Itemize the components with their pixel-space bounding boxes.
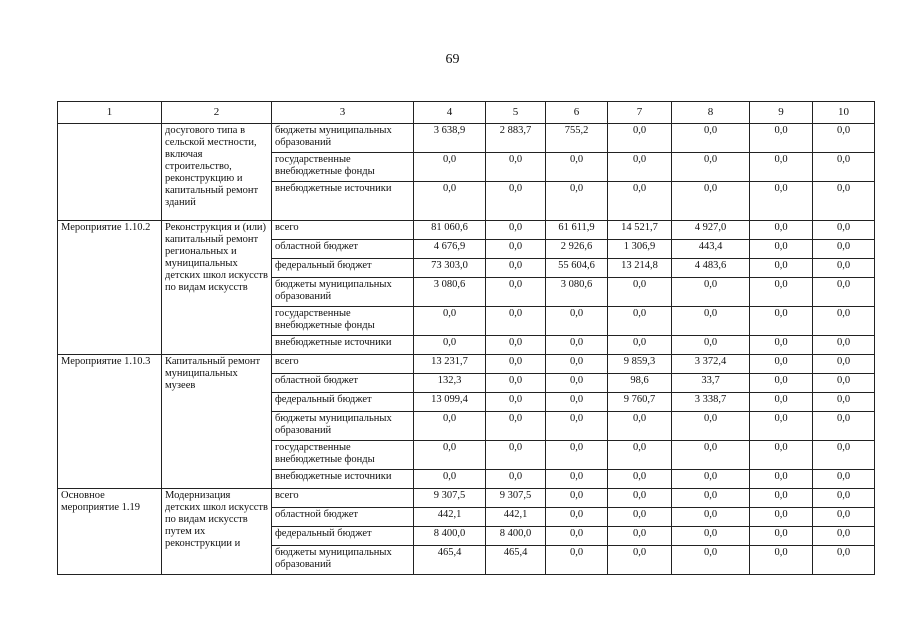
amount-cell: 0,0 bbox=[608, 278, 672, 307]
amount-cell: 73 303,0 bbox=[414, 259, 486, 278]
amount-cell: 0,0 bbox=[608, 441, 672, 470]
amount-cell: 0,0 bbox=[672, 470, 750, 489]
funding-source: всего bbox=[272, 355, 414, 374]
funding-source: всего bbox=[272, 489, 414, 508]
amount-cell: 0,0 bbox=[672, 307, 750, 336]
funding-source: областной бюджет bbox=[272, 240, 414, 259]
measure-description: Реконструкция и (или) капитальный ремонт региональных и муниципальных детских школ искусств по видам искусств bbox=[162, 221, 272, 355]
amount-cell: 0,0 bbox=[750, 441, 813, 470]
amount-cell: 0,0 bbox=[813, 527, 875, 546]
amount-cell: 61 611,9 bbox=[546, 221, 608, 240]
amount-cell: 0,0 bbox=[750, 546, 813, 575]
amount-cell: 0,0 bbox=[414, 441, 486, 470]
amount-cell: 0,0 bbox=[813, 355, 875, 374]
table-row bbox=[58, 124, 875, 153]
column-header: 1 bbox=[58, 102, 162, 124]
amount-cell: 14 521,7 bbox=[608, 221, 672, 240]
amount-cell: 0,0 bbox=[813, 307, 875, 336]
amount-cell: 0,0 bbox=[608, 182, 672, 221]
amount-cell: 0,0 bbox=[813, 221, 875, 240]
amount-cell: 0,0 bbox=[750, 508, 813, 527]
measure-code bbox=[58, 124, 162, 221]
measure-code: Основное мероприятие 1.19 bbox=[58, 489, 162, 575]
funding-source: областной бюджет bbox=[272, 374, 414, 393]
funding-source: внебюджетные источники bbox=[272, 182, 414, 221]
column-header: 2 bbox=[162, 102, 272, 124]
amount-cell: 0,0 bbox=[608, 470, 672, 489]
column-header: 10 bbox=[813, 102, 875, 124]
amount-cell: 0,0 bbox=[486, 336, 546, 355]
amount-cell: 2 883,7 bbox=[486, 124, 546, 153]
amount-cell: 0,0 bbox=[486, 307, 546, 336]
amount-cell: 9 760,7 bbox=[608, 393, 672, 412]
column-header: 9 bbox=[750, 102, 813, 124]
measure-description: Капитальный ремонт муниципальных музеев bbox=[162, 355, 272, 489]
amount-cell: 0,0 bbox=[414, 470, 486, 489]
amount-cell: 13 231,7 bbox=[414, 355, 486, 374]
funding-source: всего bbox=[272, 221, 414, 240]
amount-cell: 0,0 bbox=[546, 508, 608, 527]
amount-cell: 0,0 bbox=[546, 527, 608, 546]
amount-cell: 0,0 bbox=[486, 355, 546, 374]
amount-cell: 0,0 bbox=[813, 124, 875, 153]
column-header: 4 bbox=[414, 102, 486, 124]
amount-cell: 0,0 bbox=[546, 182, 608, 221]
funding-source: бюджеты муниципальных образований bbox=[272, 546, 414, 575]
amount-cell: 465,4 bbox=[486, 546, 546, 575]
amount-cell: 3 080,6 bbox=[546, 278, 608, 307]
amount-cell: 0,0 bbox=[546, 307, 608, 336]
column-header: 5 bbox=[486, 102, 546, 124]
header-row bbox=[58, 102, 875, 124]
amount-cell: 0,0 bbox=[813, 240, 875, 259]
amount-cell: 0,0 bbox=[608, 153, 672, 182]
amount-cell: 0,0 bbox=[672, 336, 750, 355]
amount-cell: 0,0 bbox=[672, 182, 750, 221]
amount-cell: 0,0 bbox=[486, 393, 546, 412]
amount-cell: 0,0 bbox=[750, 355, 813, 374]
amount-cell: 0,0 bbox=[486, 221, 546, 240]
amount-cell: 0,0 bbox=[813, 508, 875, 527]
funding-source: внебюджетные источники bbox=[272, 470, 414, 489]
amount-cell: 0,0 bbox=[750, 221, 813, 240]
amount-cell: 0,0 bbox=[750, 527, 813, 546]
amount-cell: 0,0 bbox=[546, 412, 608, 441]
amount-cell: 0,0 bbox=[414, 307, 486, 336]
amount-cell: 0,0 bbox=[546, 153, 608, 182]
amount-cell: 0,0 bbox=[813, 489, 875, 508]
column-header: 8 bbox=[672, 102, 750, 124]
amount-cell: 0,0 bbox=[750, 336, 813, 355]
amount-cell: 0,0 bbox=[813, 278, 875, 307]
amount-cell: 4 676,9 bbox=[414, 240, 486, 259]
amount-cell: 0,0 bbox=[750, 374, 813, 393]
amount-cell: 0,0 bbox=[813, 546, 875, 575]
funding-source: бюджеты муниципальных образований bbox=[272, 278, 414, 307]
amount-cell: 0,0 bbox=[486, 259, 546, 278]
amount-cell: 0,0 bbox=[546, 336, 608, 355]
amount-cell: 0,0 bbox=[546, 470, 608, 489]
amount-cell: 0,0 bbox=[750, 393, 813, 412]
funding-source: федеральный бюджет bbox=[272, 259, 414, 278]
amount-cell: 81 060,6 bbox=[414, 221, 486, 240]
amount-cell: 13 099,4 bbox=[414, 393, 486, 412]
amount-cell: 0,0 bbox=[813, 336, 875, 355]
amount-cell: 0,0 bbox=[750, 240, 813, 259]
amount-cell: 0,0 bbox=[546, 441, 608, 470]
amount-cell: 442,1 bbox=[414, 508, 486, 527]
amount-cell: 132,3 bbox=[414, 374, 486, 393]
amount-cell: 4 927,0 bbox=[672, 221, 750, 240]
page-number: 69 bbox=[445, 52, 460, 67]
amount-cell: 0,0 bbox=[672, 527, 750, 546]
amount-cell: 0,0 bbox=[750, 124, 813, 153]
amount-cell: 0,0 bbox=[414, 182, 486, 221]
amount-cell: 3 338,7 bbox=[672, 393, 750, 412]
amount-cell: 442,1 bbox=[486, 508, 546, 527]
amount-cell: 0,0 bbox=[750, 489, 813, 508]
funding-source: внебюджетные источники bbox=[272, 336, 414, 355]
measure-description: досугового типа в сельской местности, включая строительство, реконструкцию и капитальный ремонт зданий bbox=[162, 124, 272, 221]
amount-cell: 13 214,8 bbox=[608, 259, 672, 278]
amount-cell: 9 307,5 bbox=[414, 489, 486, 508]
amount-cell: 0,0 bbox=[414, 153, 486, 182]
amount-cell: 0,0 bbox=[813, 470, 875, 489]
amount-cell: 0,0 bbox=[672, 546, 750, 575]
amount-cell: 0,0 bbox=[813, 259, 875, 278]
budget-table bbox=[57, 101, 875, 575]
amount-cell: 55 604,6 bbox=[546, 259, 608, 278]
amount-cell: 0,0 bbox=[750, 470, 813, 489]
amount-cell: 0,0 bbox=[608, 336, 672, 355]
amount-cell: 0,0 bbox=[608, 124, 672, 153]
funding-source: государственные внебюджетные фонды bbox=[272, 153, 414, 182]
amount-cell: 0,0 bbox=[750, 307, 813, 336]
amount-cell: 0,0 bbox=[486, 412, 546, 441]
table-row bbox=[58, 489, 875, 508]
measure-description: Модернизация детских школ искусств по видам искусств путем их реконструкции и bbox=[162, 489, 272, 575]
amount-cell: 0,0 bbox=[750, 182, 813, 221]
amount-cell: 0,0 bbox=[486, 470, 546, 489]
amount-cell: 0,0 bbox=[486, 182, 546, 221]
amount-cell: 98,6 bbox=[608, 374, 672, 393]
funding-source: государственные внебюджетные фонды bbox=[272, 441, 414, 470]
amount-cell: 0,0 bbox=[672, 124, 750, 153]
amount-cell: 8 400,0 bbox=[486, 527, 546, 546]
amount-cell: 33,7 bbox=[672, 374, 750, 393]
amount-cell: 0,0 bbox=[486, 374, 546, 393]
amount-cell: 8 400,0 bbox=[414, 527, 486, 546]
amount-cell: 0,0 bbox=[672, 441, 750, 470]
amount-cell: 0,0 bbox=[813, 412, 875, 441]
amount-cell: 3 372,4 bbox=[672, 355, 750, 374]
amount-cell: 755,2 bbox=[546, 124, 608, 153]
amount-cell: 0,0 bbox=[546, 393, 608, 412]
amount-cell: 0,0 bbox=[672, 278, 750, 307]
amount-cell: 0,0 bbox=[608, 546, 672, 575]
amount-cell: 9 307,5 bbox=[486, 489, 546, 508]
table-row bbox=[58, 221, 875, 240]
funding-source: государственные внебюджетные фонды bbox=[272, 307, 414, 336]
amount-cell: 9 859,3 bbox=[608, 355, 672, 374]
column-header: 7 bbox=[608, 102, 672, 124]
amount-cell: 0,0 bbox=[486, 441, 546, 470]
amount-cell: 0,0 bbox=[546, 374, 608, 393]
amount-cell: 0,0 bbox=[546, 546, 608, 575]
funding-source: областной бюджет bbox=[272, 508, 414, 527]
amount-cell: 0,0 bbox=[414, 412, 486, 441]
amount-cell: 0,0 bbox=[608, 307, 672, 336]
amount-cell: 0,0 bbox=[608, 489, 672, 508]
amount-cell: 3 638,9 bbox=[414, 124, 486, 153]
amount-cell: 3 080,6 bbox=[414, 278, 486, 307]
funding-source: бюджеты муниципальных образований bbox=[272, 412, 414, 441]
funding-source: бюджеты муниципальных образований bbox=[272, 124, 414, 153]
amount-cell: 0,0 bbox=[546, 355, 608, 374]
amount-cell: 2 926,6 bbox=[546, 240, 608, 259]
amount-cell: 0,0 bbox=[672, 489, 750, 508]
amount-cell: 443,4 bbox=[672, 240, 750, 259]
amount-cell: 0,0 bbox=[813, 182, 875, 221]
amount-cell: 4 483,6 bbox=[672, 259, 750, 278]
column-header: 3 bbox=[272, 102, 414, 124]
amount-cell: 0,0 bbox=[486, 240, 546, 259]
column-header: 6 bbox=[546, 102, 608, 124]
amount-cell: 0,0 bbox=[672, 153, 750, 182]
measure-code: Мероприятие 1.10.2 bbox=[58, 221, 162, 355]
amount-cell: 0,0 bbox=[813, 153, 875, 182]
measure-code: Мероприятие 1.10.3 bbox=[58, 355, 162, 489]
amount-cell: 0,0 bbox=[672, 412, 750, 441]
amount-cell: 0,0 bbox=[608, 527, 672, 546]
amount-cell: 0,0 bbox=[608, 412, 672, 441]
funding-source: федеральный бюджет bbox=[272, 393, 414, 412]
amount-cell: 465,4 bbox=[414, 546, 486, 575]
amount-cell: 0,0 bbox=[813, 374, 875, 393]
amount-cell: 0,0 bbox=[750, 259, 813, 278]
amount-cell: 0,0 bbox=[750, 153, 813, 182]
amount-cell: 0,0 bbox=[813, 441, 875, 470]
amount-cell: 0,0 bbox=[750, 278, 813, 307]
amount-cell: 0,0 bbox=[486, 153, 546, 182]
amount-cell: 0,0 bbox=[546, 489, 608, 508]
table-row bbox=[58, 355, 875, 374]
amount-cell: 0,0 bbox=[608, 508, 672, 527]
amount-cell: 0,0 bbox=[486, 278, 546, 307]
amount-cell: 1 306,9 bbox=[608, 240, 672, 259]
amount-cell: 0,0 bbox=[414, 336, 486, 355]
funding-source: федеральный бюджет bbox=[272, 527, 414, 546]
amount-cell: 0,0 bbox=[750, 412, 813, 441]
amount-cell: 0,0 bbox=[672, 508, 750, 527]
amount-cell: 0,0 bbox=[813, 393, 875, 412]
